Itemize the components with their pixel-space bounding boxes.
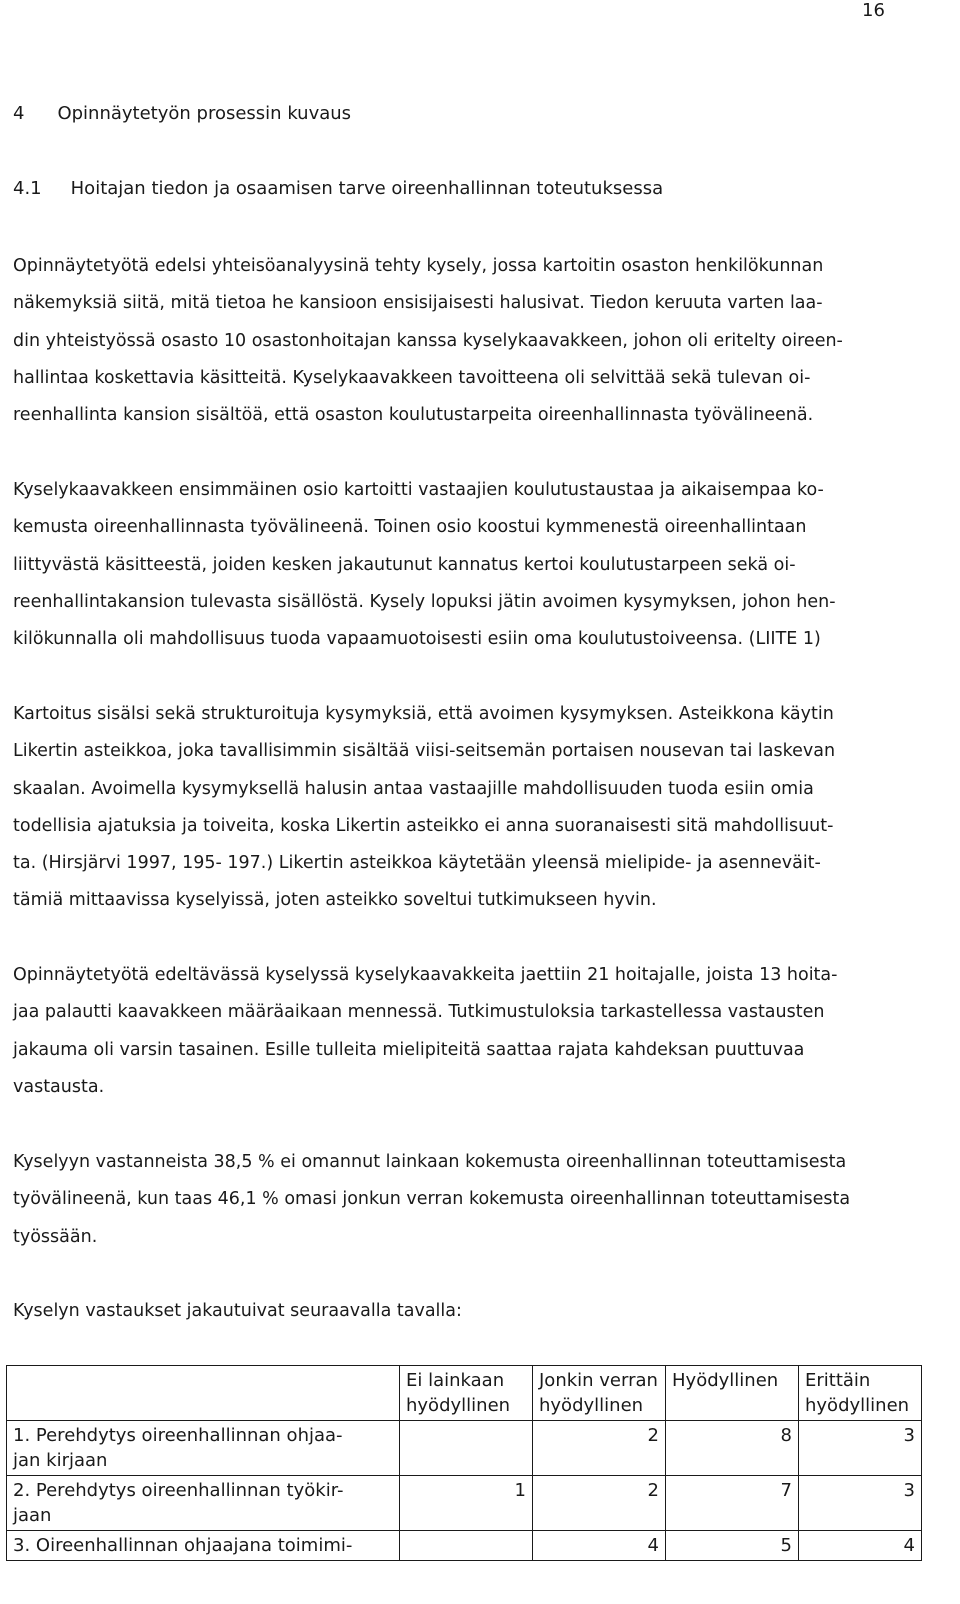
section-heading — [13, 178, 663, 199]
table-header-cell — [7, 1366, 400, 1421]
paragraph-line: Kyselykaavakkeen ensimmäinen osio kartoitti vastaajien koulutustaustaa ja aikaisempaa ko- — [13, 480, 824, 500]
table-cell: 4 — [799, 1531, 922, 1561]
paragraph-line: liittyvästä käsitteestä, joiden kesken jakautunut kannatus kertoi koulutustarpeen sekä oi- — [13, 554, 796, 575]
paragraph-line: vastausta. — [13, 1076, 105, 1097]
paragraph-line: Kyselyyn vastanneista 38,5 % ei omannut lainkaan kokemusta oireenhallinnan toteuttamisesta — [13, 1152, 847, 1172]
paragraph-line: jakauma oli varsin tasainen. Esille tulleita mielipiteitä saattaa rajata kahdeksan puuttuvaa — [13, 1039, 805, 1060]
table-row-label: 3. Oireenhallinnan ohjaajana toimimi- — [7, 1531, 400, 1561]
paragraph-line: Kartoitus sisälsi sekä strukturoituja kysymyksiä, että avoimen kysymyksen. Asteikkona käytin — [13, 704, 834, 724]
paragraph-1 — [13, 248, 943, 434]
chapter-heading — [13, 103, 351, 124]
paragraph-line: skaalan. Avoimella kysymyksellä halusin antaa vastaajille mahdollisuuden tuoda esiin omia — [13, 778, 814, 799]
table-row-label: 2. Perehdytys oireenhallinnan työkir- jaan — [7, 1476, 400, 1531]
paragraph-line: tämiä mittaavissa kyselyissä, joten asteikko soveltui tutkimukseen hyvin. — [13, 890, 657, 911]
paragraph-line: kilökunnalla oli mahdollisuus tuoda vapaamuotoisesti esiin oma koulutustoiveensa. (LIITE 1) — [13, 629, 821, 650]
paragraph-line: Kyselyn vastaukset jakautuivat seuraavalla tavalla: — [13, 1301, 462, 1321]
table-caption — [13, 1293, 943, 1330]
paragraph-line: ta. (Hirsjärvi 1997, 195- 197.) Likertin asteikkoa käytetään yleensä mielipide- ja asenneväit- — [13, 853, 821, 874]
table-header-cell: Hyödyllinen — [666, 1366, 799, 1421]
paragraph-line: Opinnäytetyötä edeltävässä kyselyssä kyselykaavakkeita jaettiin 21 hoitajalle, joista 13 hoita- — [13, 965, 838, 985]
table-cell: 4 — [533, 1531, 666, 1561]
paragraph-line: työvälineenä, kun taas 46,1 % omasi jonkun verran kokemusta oireenhallinnan toteuttamisesta — [13, 1189, 851, 1210]
table-cell: 3 — [799, 1421, 922, 1476]
paragraph-2 — [13, 472, 943, 658]
paragraph-line: jaa palautti kaavakkeen määräaikaan mennessä. Tutkimustuloksia tarkastellessa vastausten — [13, 1002, 825, 1023]
table-cell: 2 — [533, 1476, 666, 1531]
table-header-row — [7, 1366, 922, 1421]
paragraph-5 — [13, 1144, 943, 1256]
chapter-number: 4 — [13, 103, 25, 124]
table-cell: 7 — [666, 1476, 799, 1531]
table-header-cell: Jonkin verran hyödyllinen — [533, 1366, 666, 1421]
paragraph-line: reenhallintakansion tulevasta sisällöstä. Kysely lopuksi jätin avoimen kysymyksen, johon hen- — [13, 591, 836, 612]
page-number: 16 — [862, 0, 885, 21]
table-row — [7, 1476, 922, 1531]
paragraph-line: reenhallinta kansion sisältöä, että osaston koulutustarpeita oireenhallinnasta työvälineenä. — [13, 405, 814, 426]
paragraph-line: todellisia ajatuksia ja toiveita, koska Likertin asteikko ei anna suoranaisesti sitä mahdollisuut- — [13, 815, 834, 836]
paragraph-line: Likertin asteikkoa, joka tavallisimmin sisältää viisi-seitsemän portaisen nousevan tai laskevan — [13, 741, 836, 762]
paragraph-4 — [13, 957, 943, 1106]
table-row — [7, 1421, 922, 1476]
results-table — [6, 1365, 922, 1561]
table-header-cell: Ei lainkaan hyödyllinen — [400, 1366, 533, 1421]
paragraph-line: Opinnäytetyötä edelsi yhteisöanalyysinä tehty kysely, jossa kartoitin osaston henkilökunnan — [13, 256, 824, 276]
chapter-title: Opinnäytetyön prosessin kuvaus — [57, 103, 352, 124]
table-cell: 8 — [666, 1421, 799, 1476]
table-cell — [400, 1421, 533, 1476]
table-cell: 1 — [400, 1476, 533, 1531]
paragraph-line: hallintaa koskettavia käsitteitä. Kyselykaavakkeen tavoitteena oli selvittää sekä tulevan oi- — [13, 367, 811, 388]
paragraph-line: kemusta oireenhallinnasta työvälineenä. Toinen osio koostui kymmenestä oireenhallintaan — [13, 517, 807, 538]
paragraph-line: näkemyksiä siitä, mitä tietoa he kansioon ensisijaisesti halusivat. Tiedon keruuta varten laa- — [13, 293, 823, 314]
table-cell: 5 — [666, 1531, 799, 1561]
table-row — [7, 1531, 922, 1561]
section-number: 4.1 — [13, 178, 42, 199]
table-header-cell: Erittäin hyödyllinen — [799, 1366, 922, 1421]
paragraph-line: työssään. — [13, 1226, 98, 1247]
section-title: Hoitajan tiedon ja osaamisen tarve oireenhallinnan toteutuksessa — [70, 178, 664, 199]
paragraph-line: din yhteistyössä osasto 10 osastonhoitajan kanssa kyselykaavakkeen, johon oli eritelty oireen- — [13, 330, 843, 351]
paragraph-3 — [13, 696, 943, 920]
table-cell: 2 — [533, 1421, 666, 1476]
table-cell — [400, 1531, 533, 1561]
table-cell: 3 — [799, 1476, 922, 1531]
table-row-label: 1. Perehdytys oireenhallinnan ohjaa- jan kirjaan — [7, 1421, 400, 1476]
